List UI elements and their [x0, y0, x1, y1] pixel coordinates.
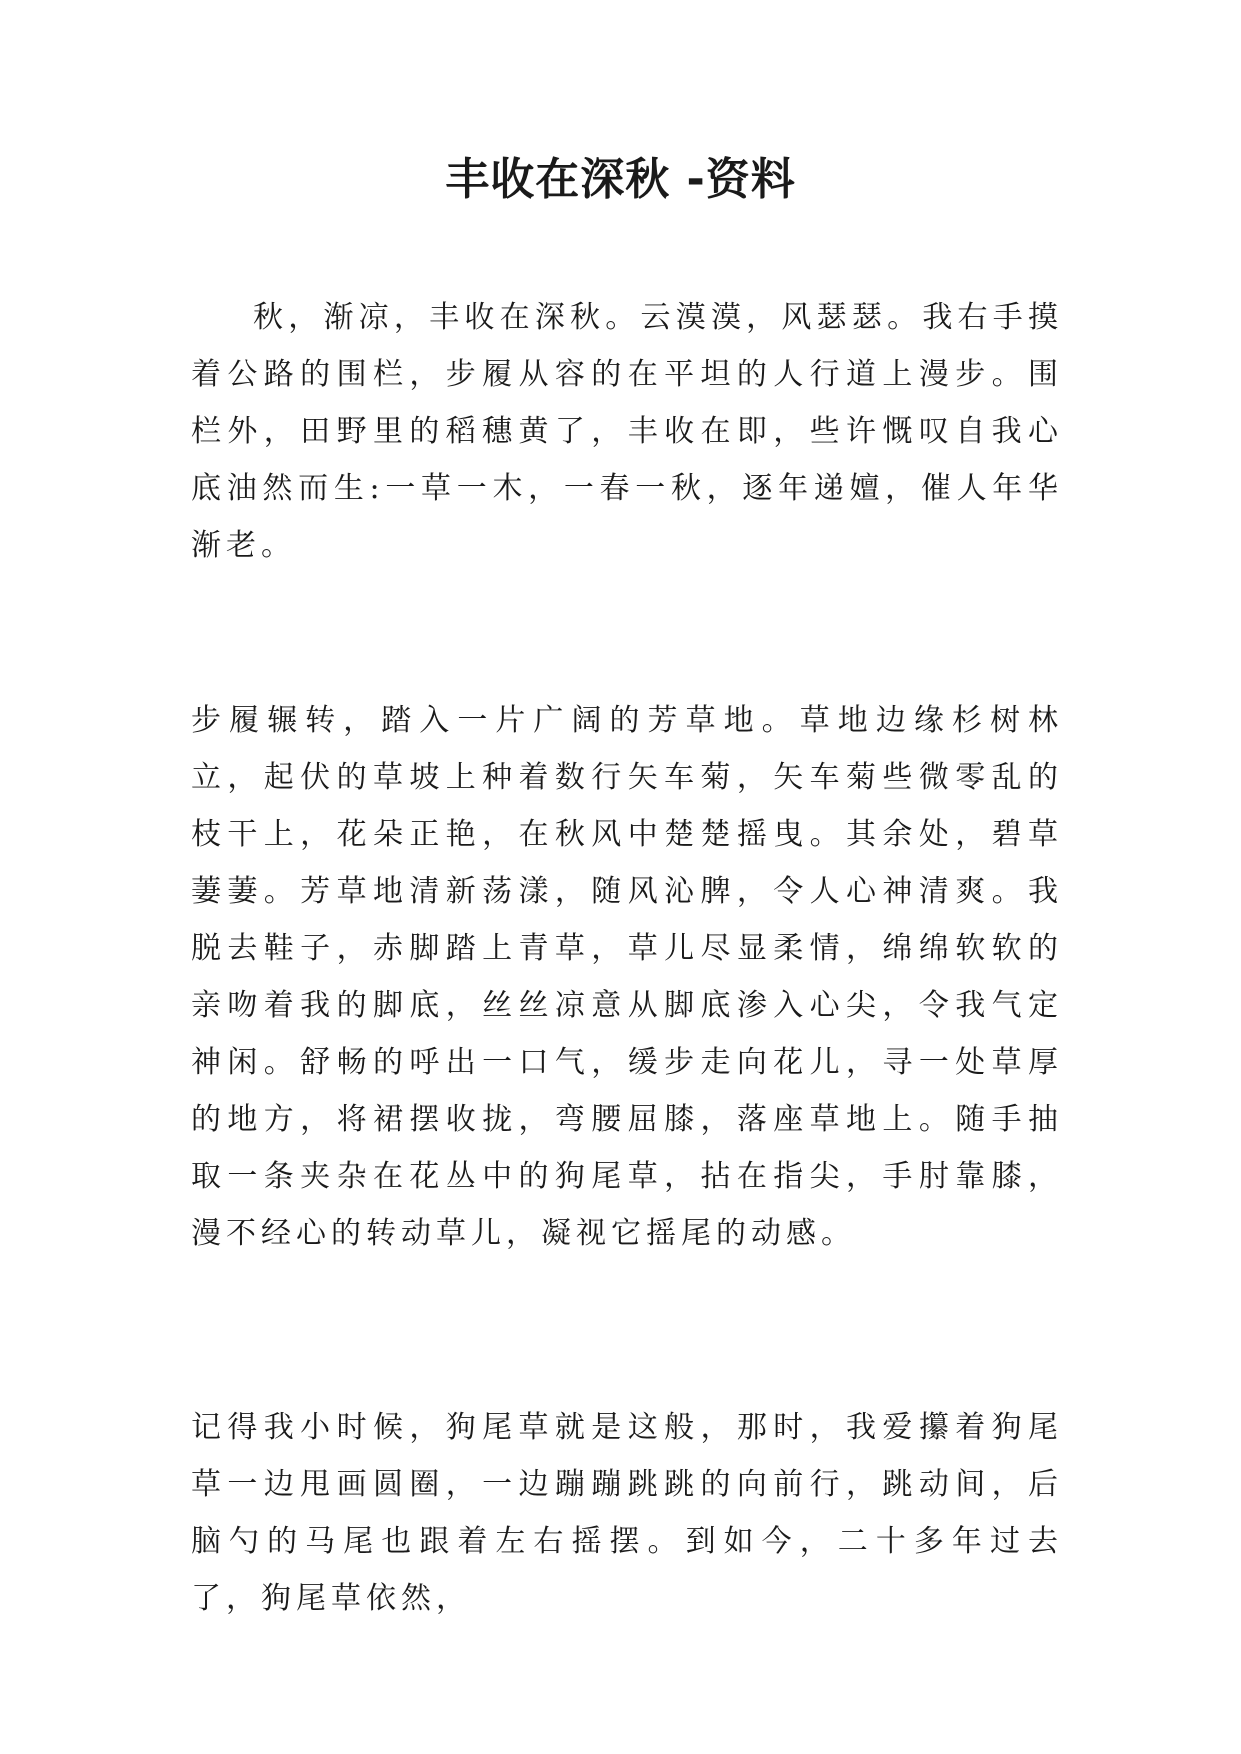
document-title: 丰收在深秋 -资料	[445, 154, 796, 205]
paragraph-autumn-walk: 秋，渐凉，丰收在深秋。云漠漠，风瑟瑟。我右手摸着公路的围栏，步履从容的在平坦的人行道上漫步。围栏外，田野里的稻穗黄了，丰收在即，些许慨叹自我心底油然而生:一草一木，一春一秋，逐年递嬗，催人年华渐老。	[191, 300, 1063, 563]
paragraph-meadow: 步履辗转，踏入一片广阔的芳草地。草地边缘杉树林立，起伏的草坡上种着数行矢车菊，矢车菊些微零乱的枝干上，花朵正艳，在秋风中楚楚摇曳。其余处，碧草萋萋。芳草地清新荡漾，随风沁脾，令人心神清爽。我脱去鞋子，赤脚踏上青草，草儿尽显柔情，绵绵软软的亲吻着我的脚底，丝丝凉意从脚底渗入心尖，令我气定神闲。舒畅的呼出一口气，缓步走向花儿，寻一处草厚的地方，将裙摆收拢，弯腰屈膝，落座草地上。随手抽取一条夹杂在花丛中的狗尾草，拈在指尖，手肘靠膝，漫不经心的转动草儿，凝视它摇尾的动感。	[191, 703, 1063, 1251]
paragraph-childhood-memory: 记得我小时候，狗尾草就是这般，那时，我爱攥着狗尾草一边甩画圆圈，一边蹦蹦跳跳的向前行，跳动间，后脑勺的马尾也跟着左右摇摆。到如今，二十多年过去了，狗尾草依然，	[191, 1410, 1063, 1616]
